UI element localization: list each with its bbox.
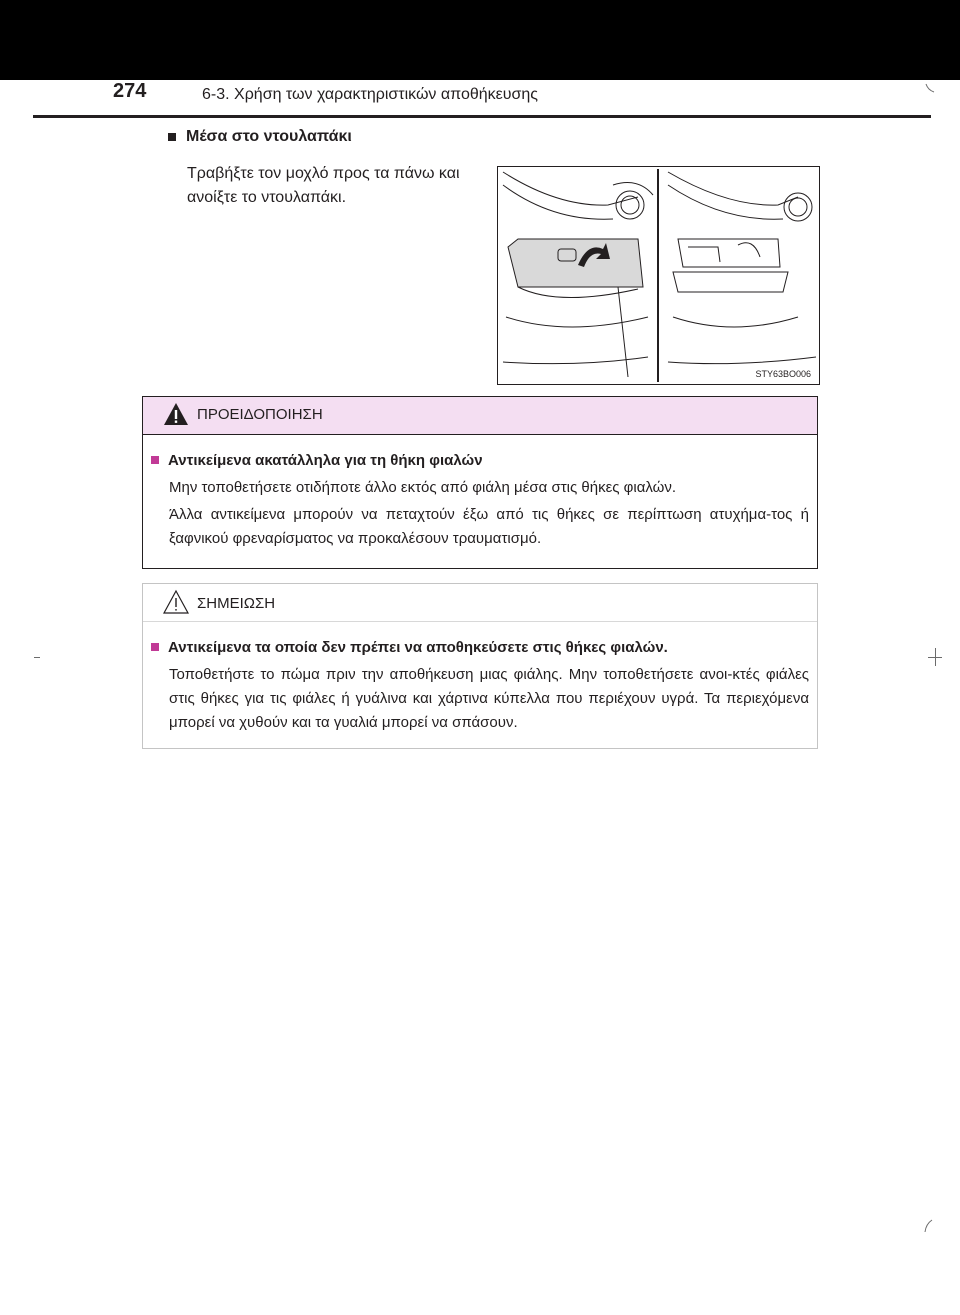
warning-paragraph: Άλλα αντικείμενα μπορούν να πεταχτούν έξω από τις θήκες σε περίπτωση ατυχήμα-τος ή ξαφνικού φρεναρίσματος να προκαλέσουν τραυματισμό. <box>169 506 809 547</box>
note-header <box>143 584 817 622</box>
crop-mark <box>935 648 936 666</box>
note-box <box>142 583 818 749</box>
section-title: 6-3. Χρήση των χαρακτηριστικών αποθήκευσης <box>202 86 538 103</box>
note-title: ΣΗΜΕΙΩΣΗ <box>197 595 276 612</box>
warning-subheading <box>151 452 483 469</box>
square-bullet-icon <box>151 643 159 651</box>
top-black-band <box>0 0 960 80</box>
warning-title: ΠΡΟΕΙΔΟΠΟΙΗΣΗ <box>197 406 323 423</box>
caution-triangle-outline-icon <box>163 589 189 615</box>
crop-mark <box>34 657 40 658</box>
subheading <box>168 128 352 146</box>
instruction-text: Τραβήξτε τον μοχλό προς τα πάνω και ανοίξτε το ντουλαπάκι. <box>187 165 460 206</box>
note-paragraph: Τοποθετήστε το πώμα πριν την αποθήκευση μιας φιάλης. Μην τοποθετήσετε ανοι-κτές φιάλες στις θήκες για τις φιάλες ή γυάλινα και χάρτινα κύπελλα που περιέχουν υγρά. Τα περιεχόμενα μπορεί να χυθούν και τα γυαλιά μπορεί να σπάσουν. <box>169 666 809 731</box>
note-subheading-text: Αντικείμενα τα οποία δεν πρέπει να αποθηκεύσετε στις θήκες φιαλών. <box>168 639 668 656</box>
glovebox-drawing <box>498 167 819 384</box>
note-subheading <box>151 639 668 656</box>
crop-mark <box>924 82 936 94</box>
header-rule <box>33 115 931 118</box>
crop-mark <box>922 1218 934 1234</box>
glovebox-illustration <box>497 166 820 385</box>
warning-subheading-text: Αντικείμενα ακατάλληλα για τη θήκη φιαλών <box>168 452 483 469</box>
page-number: 274 <box>113 80 147 102</box>
subheading-text: Μέσα στο ντουλαπάκι <box>186 128 352 145</box>
warning-triangle-icon <box>163 402 189 426</box>
figure-code: STY63BO006 <box>755 369 811 379</box>
warning-header <box>143 397 817 435</box>
warning-box <box>142 396 818 569</box>
square-bullet-icon <box>168 133 176 141</box>
warning-paragraph: Μην τοποθετήσετε οτιδήποτε άλλο εκτός από φιάλη μέσα στις θήκες φιαλών. <box>169 479 677 496</box>
square-bullet-icon <box>151 456 159 464</box>
